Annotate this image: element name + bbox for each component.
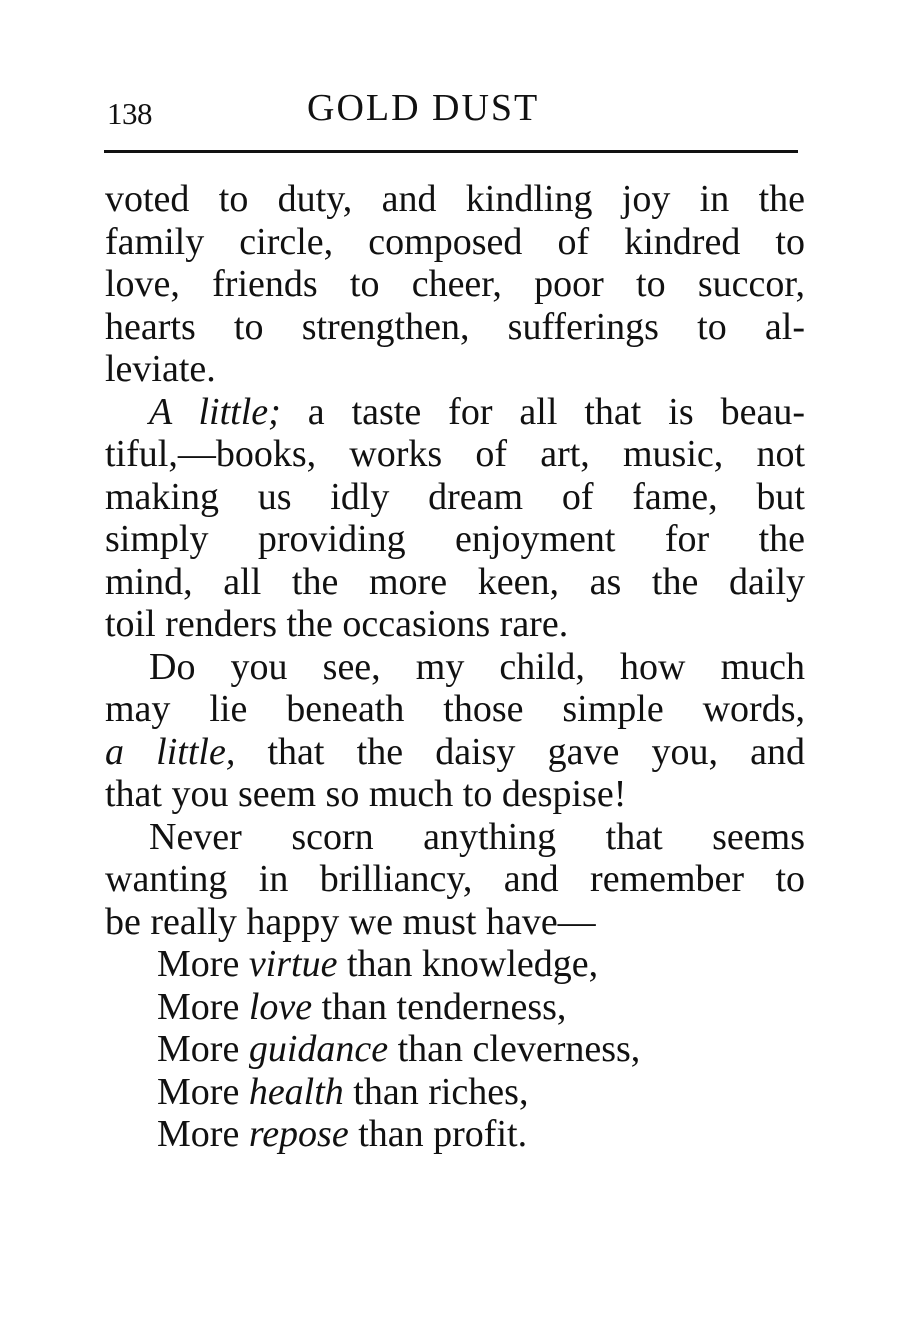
text-line: wanting in brilliancy, and remember to (105, 858, 805, 900)
italic-phrase: virtue (248, 943, 338, 985)
paragraph-3 (105, 646, 805, 816)
text-fragment: a taste for all that is beau- (280, 390, 805, 433)
italic-phrase: repose (248, 1113, 349, 1155)
italic-phrase: love (248, 985, 313, 1028)
text-fragment: than tenderness, (312, 985, 567, 1028)
page-header (107, 86, 797, 146)
italic-phrase: a little, (105, 730, 236, 773)
paragraph-2 (105, 391, 805, 646)
italic-phrase: guidance (248, 1028, 389, 1070)
page-number: 138 (107, 96, 152, 131)
text-line: hearts to strengthen, sufferings to al- (105, 305, 805, 348)
text-fragment: More (157, 1028, 249, 1070)
text-line: Never scorn anything that seems (149, 815, 805, 858)
text-fragment: More (157, 1113, 249, 1155)
text-fragment: More (157, 943, 249, 985)
text-line: that you seem so much to despise! (105, 773, 627, 815)
text-line: making us idly dream of fame, but (105, 475, 805, 518)
text-line: leviate. (105, 348, 216, 390)
text-line: mind, all the more keen, as the daily (105, 560, 805, 603)
text-line: toil renders the occasions rare. (105, 603, 569, 645)
text-fragment: More (157, 985, 249, 1028)
text-fragment: than cleverness, (388, 1028, 641, 1070)
header-rule (104, 150, 798, 153)
text-line (105, 391, 805, 434)
verse-line (157, 1071, 805, 1114)
verse-line (157, 1113, 805, 1156)
text-line: love, friends to cheer, poor to succor, (105, 263, 805, 305)
running-title: GOLD DUST (307, 87, 540, 129)
verse-block (105, 943, 805, 1156)
paragraph-1 (105, 178, 805, 391)
body-text (105, 178, 805, 1156)
verse-line (157, 943, 805, 986)
text-line: family circle, composed of kindred to (105, 220, 805, 263)
text-line: Do you see, my child, how much (149, 645, 805, 688)
italic-phrase: A little; (149, 390, 281, 433)
text-fragment: than knowledge, (337, 943, 599, 985)
italic-phrase: health (248, 1070, 344, 1113)
text-fragment: More (157, 1070, 249, 1113)
text-fragment: that the daisy gave you, and (235, 730, 806, 773)
text-line: voted to duty, and kindling joy in the (105, 178, 805, 220)
text-line: tiful,—books, works of art, music, not (105, 433, 805, 475)
paragraph-4 (105, 816, 805, 944)
text-fragment: than profit. (348, 1113, 528, 1155)
verse-line (157, 1028, 805, 1071)
verse-line (157, 986, 805, 1029)
text-fragment: than riches, (343, 1070, 529, 1113)
text-line (105, 731, 805, 774)
text-line: simply providing enjoyment for the (105, 518, 805, 560)
text-line: be really happy we must have— (105, 900, 596, 943)
text-line: may lie beneath those simple words, (105, 688, 805, 730)
